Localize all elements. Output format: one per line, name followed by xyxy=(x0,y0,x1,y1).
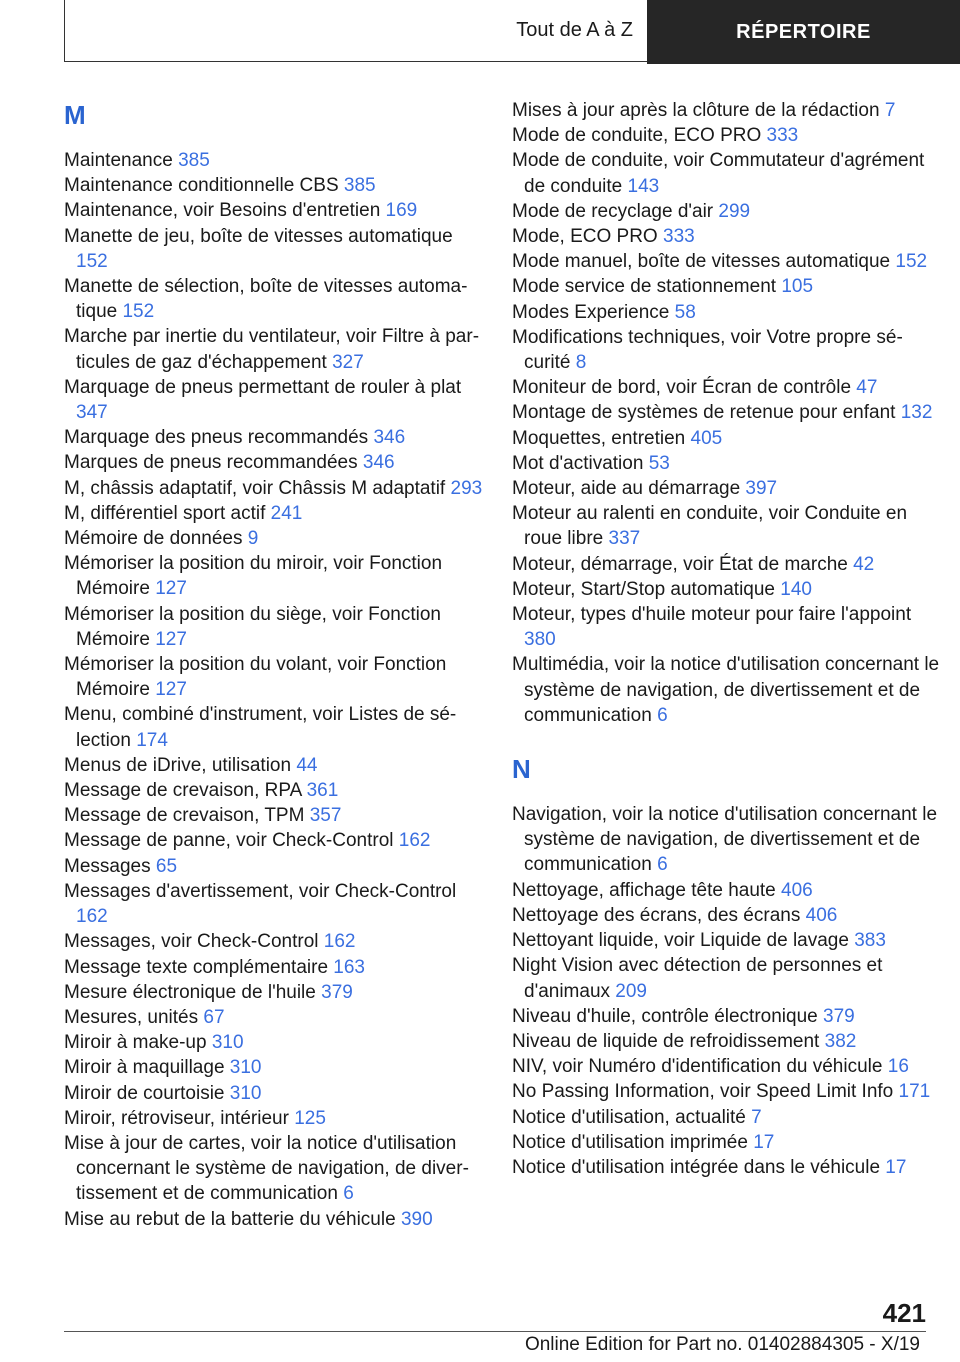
index-entry-text: Miroir à maquillage xyxy=(64,1057,225,1079)
index-entry xyxy=(64,955,484,980)
section-tab-label: Tout de A à Z xyxy=(516,19,633,41)
index-entry-text: Notice d'utilisation intégrée dans le véhicule xyxy=(512,1156,881,1178)
index-entry xyxy=(512,1079,942,1104)
page-reference-link[interactable]: 7 xyxy=(751,1106,762,1128)
index-list-left xyxy=(64,148,484,1232)
index-entry-text: Maintenance xyxy=(64,150,173,171)
page-reference-link[interactable]: 357 xyxy=(309,805,342,827)
page-reference-link[interactable]: 162 xyxy=(323,931,356,953)
index-entry xyxy=(64,274,484,324)
index-entry xyxy=(512,1105,942,1130)
index-entry-text: Nettoyant liquide, voir Liquide de lavage xyxy=(512,930,849,952)
index-entry-text: Mémoriser la position du siège, voir Fonction Mémoire xyxy=(64,603,442,650)
index-entry-text: Moquettes, entretien xyxy=(512,427,686,449)
page-reference-link[interactable]: 6 xyxy=(343,1183,354,1205)
index-entry xyxy=(64,224,484,274)
index-entry xyxy=(512,400,942,425)
index-entry xyxy=(512,199,942,224)
index-list-right-n xyxy=(512,802,942,1180)
index-entry-text: Night Vision avec détection de personnes et d'animaux xyxy=(512,955,883,1002)
index-entry-text: Multimédia, voir la notice d'utilisation concernant le système de navigation, de divertissement et de communication xyxy=(512,654,940,726)
page-reference-link[interactable]: 127 xyxy=(155,679,187,701)
page-reference-link[interactable]: 385 xyxy=(343,175,376,197)
page-reference-link[interactable]: 406 xyxy=(781,879,813,901)
index-entry-text: Mises à jour après la clôture de la rédaction xyxy=(512,100,880,121)
index-entry-text: Mémoire de données xyxy=(64,528,243,550)
index-entry xyxy=(512,577,942,602)
index-entry-text: Menu, combiné d'instrument, voir Listes de sélection xyxy=(64,704,457,751)
index-entry xyxy=(512,1130,942,1155)
index-entry xyxy=(64,1207,484,1232)
index-entry xyxy=(512,300,942,325)
page-reference-link[interactable]: 241 xyxy=(270,502,303,524)
index-list-right-m xyxy=(512,98,942,728)
index-entry-text: Messages d'avertissement, voir Check-Control xyxy=(64,880,457,902)
page-reference-link[interactable]: 162 xyxy=(76,906,108,928)
index-entry xyxy=(512,123,942,148)
index-entry-text: Niveau de liquide de refroidissement xyxy=(512,1030,820,1052)
page-reference-link[interactable]: 209 xyxy=(615,980,647,1002)
index-entry xyxy=(64,324,484,374)
index-entry xyxy=(64,450,484,475)
index-entry-text: Moteur, démarrage, voir État de marche xyxy=(512,553,848,575)
page-reference-link[interactable]: 67 xyxy=(203,1006,225,1028)
index-entry-text: Messages, voir Check-Control xyxy=(64,931,319,953)
page-reference-link[interactable]: 127 xyxy=(155,628,187,650)
index-entry-text: Message de crevaison, TPM xyxy=(64,805,305,827)
page-reference-link[interactable]: 53 xyxy=(648,452,670,474)
index-entry-text: Nettoyage, affichage tête haute xyxy=(512,879,776,901)
index-entry xyxy=(64,702,484,752)
index-entry xyxy=(64,803,484,828)
index-entry-text: Modifications techniques, voir Votre propre sécurité xyxy=(512,326,903,374)
index-entry-text: No Passing Information, voir Speed Limit Info xyxy=(512,1081,894,1103)
page-reference-link[interactable]: 390 xyxy=(400,1208,433,1230)
repertoire-tab-label: RÉPERTOIRE xyxy=(736,20,871,43)
index-entry xyxy=(512,953,942,1003)
index-entry xyxy=(64,602,484,652)
page-reference-link[interactable]: 140 xyxy=(780,578,812,600)
index-entry-text: Miroir de courtoisie xyxy=(64,1082,225,1104)
page-reference-link[interactable]: 406 xyxy=(805,904,838,926)
index-entry-text: Montage de systèmes de retenue pour enfant xyxy=(512,402,896,424)
page-reference-link[interactable]: 346 xyxy=(373,427,406,449)
index-entry xyxy=(64,198,484,223)
index-entry-text: Message de panne, voir Check-Control xyxy=(64,830,394,852)
index-entry xyxy=(64,828,484,853)
page-reference-link[interactable]: 382 xyxy=(824,1030,857,1052)
index-letter-n: N xyxy=(512,754,531,785)
index-entry xyxy=(512,602,942,652)
index-entry xyxy=(64,929,484,954)
index-entry-text: Message de crevaison, RPA xyxy=(64,780,302,802)
index-entry xyxy=(512,426,942,451)
page-reference-link[interactable]: 310 xyxy=(211,1032,244,1054)
index-entry-text: Mesures, unités xyxy=(64,1006,199,1028)
index-entry-text: Moteur, types d'huile moteur pour faire l'appoint xyxy=(512,604,912,626)
index-entry xyxy=(512,98,942,123)
page-reference-link[interactable]: 361 xyxy=(306,780,339,802)
page-header xyxy=(64,0,960,64)
page-reference-link[interactable]: 132 xyxy=(900,402,933,424)
index-entry-text: Moteur, aide au démarrage xyxy=(512,478,741,500)
index-entry-text: Notice d'utilisation, actualité xyxy=(512,1106,746,1128)
index-entry-text: Message texte complémentaire xyxy=(64,956,329,978)
page-reference-link[interactable]: 397 xyxy=(745,478,778,500)
index-entry-text: Mode, ECO PRO xyxy=(512,226,658,248)
index-entry-text: Notice d'utilisation imprimée xyxy=(512,1131,748,1153)
index-entry xyxy=(512,501,942,551)
index-entry-text: Marques de pneus recommandées xyxy=(64,452,358,474)
index-entry xyxy=(512,928,942,953)
page-reference-link[interactable]: 44 xyxy=(296,754,318,776)
index-entry-text: Niveau d'huile, contrôle électronique xyxy=(512,1005,818,1027)
index-entry xyxy=(64,879,484,929)
index-entry-text: Mesure électronique de l'huile xyxy=(64,981,316,1003)
index-entry xyxy=(64,501,484,526)
index-entry xyxy=(64,1106,484,1131)
page-reference-link[interactable]: 152 xyxy=(895,251,928,273)
index-entry-text: Miroir, rétroviseur, intérieur xyxy=(64,1107,289,1129)
index-entry xyxy=(64,551,484,601)
index-entry-text: Mode manuel, boîte de vitesses automatique xyxy=(512,251,891,273)
index-entry-text: Mise à jour de cartes, voir la notice d'utilisation concernant le système de navigation, de divertissement et de communication xyxy=(64,1132,469,1205)
index-entry-text: NIV, voir Numéro d'identification du véhicule xyxy=(512,1056,883,1078)
index-entry xyxy=(64,778,484,803)
index-entry-text: Marquage de pneus permettant de rouler à plat xyxy=(64,376,462,398)
index-entry-text: Modes Experience xyxy=(512,301,670,323)
page-reference-link[interactable]: 42 xyxy=(853,553,875,575)
index-entry-text: Mode de recyclage d'air xyxy=(512,200,714,222)
index-entry-text: Moniteur de bord, voir Écran de contrôle xyxy=(512,377,852,399)
index-column-right xyxy=(512,98,942,1180)
page-reference-link[interactable]: 7 xyxy=(884,100,896,121)
index-entry-text: Nettoyage des écrans, des écrans xyxy=(512,904,801,926)
page-reference-link[interactable]: 385 xyxy=(178,150,210,171)
index-entry xyxy=(64,148,484,173)
page-reference-link[interactable]: 347 xyxy=(76,402,108,424)
edition-footer: Online Edition for Part no. 01402884305 - X/19 xyxy=(524,1334,920,1355)
index-entry xyxy=(512,802,942,878)
page-reference-link[interactable]: 9 xyxy=(247,528,259,550)
index-entry xyxy=(64,425,484,450)
page-reference-link[interactable]: 125 xyxy=(294,1107,326,1129)
page-reference-link[interactable]: 405 xyxy=(690,427,723,449)
page-reference-link[interactable]: 169 xyxy=(385,200,418,222)
index-entry xyxy=(64,1131,484,1207)
page-reference-link[interactable]: 310 xyxy=(229,1057,262,1079)
page-reference-link[interactable]: 58 xyxy=(674,301,696,323)
index-entry xyxy=(64,1030,484,1055)
page-reference-link[interactable]: 8 xyxy=(575,352,587,374)
page-reference-link[interactable]: 127 xyxy=(155,578,187,600)
page-reference-link[interactable]: 337 xyxy=(608,528,641,550)
page-reference-link[interactable]: 346 xyxy=(362,452,395,474)
page-reference-link[interactable]: 105 xyxy=(781,276,814,298)
index-entry-text: M, châssis adaptatif, voir Châssis M adaptatif xyxy=(64,477,446,499)
index-entry-text: Mode de conduite, ECO PRO xyxy=(512,125,762,147)
index-entry xyxy=(64,1081,484,1106)
page-reference-link[interactable]: 16 xyxy=(887,1056,909,1078)
page-reference-link[interactable]: 310 xyxy=(229,1082,262,1104)
page-reference-link[interactable]: 65 xyxy=(155,855,178,877)
page-reference-link[interactable]: 143 xyxy=(627,175,660,197)
index-entry-text: Miroir à make-up xyxy=(64,1032,207,1054)
index-entry xyxy=(64,854,484,879)
index-column-left xyxy=(64,98,484,1232)
index-entry xyxy=(512,1004,942,1029)
index-entry xyxy=(64,1005,484,1030)
index-entry-text: Maintenance, voir Besoins d'entretien xyxy=(64,200,381,222)
index-entry xyxy=(512,1054,942,1079)
page-reference-link[interactable]: 327 xyxy=(332,351,364,373)
index-entry xyxy=(512,878,942,903)
index-entry xyxy=(512,903,942,928)
page-reference-link[interactable]: 293 xyxy=(450,477,483,499)
index-entry xyxy=(512,224,942,249)
index-entry-text: Messages xyxy=(64,855,151,877)
page-reference-link[interactable]: 162 xyxy=(398,830,431,852)
index-entry xyxy=(512,249,942,274)
index-entry-text: Mode service de stationnement xyxy=(512,276,777,298)
index-entry xyxy=(512,1029,942,1054)
page-reference-link[interactable]: 379 xyxy=(321,981,353,1003)
page-reference-link[interactable]: 6 xyxy=(657,854,668,876)
page-reference-link[interactable]: 174 xyxy=(136,729,168,751)
index-entry-text: Manette de sélection, boîte de vitesses automatique xyxy=(64,276,468,323)
page-reference-link[interactable]: 380 xyxy=(524,629,556,651)
index-entry xyxy=(512,1155,942,1180)
index-entry xyxy=(64,375,484,425)
index-entry xyxy=(64,753,484,778)
index-entry-text: Marquage des pneus recommandés xyxy=(64,427,369,449)
index-entry xyxy=(512,451,942,476)
index-entry xyxy=(64,1055,484,1080)
index-entry xyxy=(512,476,942,501)
page-reference-link[interactable]: 333 xyxy=(766,125,799,147)
page-reference-link[interactable]: 17 xyxy=(753,1131,775,1153)
page-reference-link[interactable]: 152 xyxy=(122,301,155,323)
index-entry-text: Mode de conduite, voir Commutateur d'agrément de conduite xyxy=(512,150,925,197)
index-entry xyxy=(512,148,942,198)
index-entry xyxy=(512,325,942,375)
index-entry-text: Moteur au ralenti en conduite, voir Conduite en roue libre xyxy=(512,503,908,550)
page-number: 421 xyxy=(882,1298,926,1328)
index-entry-text: Mise au rebut de la batterie du véhicule xyxy=(64,1208,396,1230)
footer-divider xyxy=(64,1331,926,1332)
page-reference-link[interactable]: 171 xyxy=(898,1081,931,1103)
index-entry xyxy=(64,476,484,501)
page-reference-link[interactable]: 299 xyxy=(718,200,751,222)
index-entry xyxy=(64,173,484,198)
index-entry-text: Menus de iDrive, utilisation xyxy=(64,754,292,776)
index-entry xyxy=(64,526,484,551)
page-reference-link[interactable]: 383 xyxy=(854,930,886,952)
index-entry xyxy=(512,652,942,728)
page-reference-link[interactable]: 152 xyxy=(76,250,108,272)
index-entry-text: Navigation, voir la notice d'utilisation concernant le système de navigation, de divertissement et de communication xyxy=(512,804,938,876)
section-tab[interactable] xyxy=(64,0,647,62)
index-entry xyxy=(512,274,942,299)
index-entry xyxy=(64,652,484,702)
index-entry-text: Mémoriser la position du volant, voir Fonction Mémoire xyxy=(64,654,447,701)
index-entry-text: Marche par inertie du ventilateur, voir Filtre à particules de gaz d'échappement xyxy=(64,326,480,373)
index-entry-text: Mémoriser la position du miroir, voir Fonction Mémoire xyxy=(64,553,443,600)
index-entry xyxy=(512,552,942,577)
index-entry-text: Moteur, Start/Stop automatique xyxy=(512,578,775,600)
index-entry-text: Mot d'activation xyxy=(512,452,644,474)
index-entry-text: M, différentiel sport actif xyxy=(64,502,266,524)
page-reference-link[interactable]: 47 xyxy=(856,377,878,399)
page-reference-link[interactable]: 379 xyxy=(823,1005,855,1027)
page-reference-link[interactable]: 17 xyxy=(885,1156,907,1178)
index-entry-text: Manette de jeu, boîte de vitesses automatique xyxy=(64,225,453,247)
page-reference-link[interactable]: 163 xyxy=(333,956,365,978)
index-entry xyxy=(512,375,942,400)
index-entry-text: Maintenance conditionnelle CBS xyxy=(64,175,339,197)
repertoire-tab[interactable] xyxy=(647,0,960,64)
index-entry xyxy=(64,980,484,1005)
page-reference-link[interactable]: 6 xyxy=(657,704,668,726)
index-letter-m: M xyxy=(64,100,86,130)
page-reference-link[interactable]: 333 xyxy=(663,226,695,248)
